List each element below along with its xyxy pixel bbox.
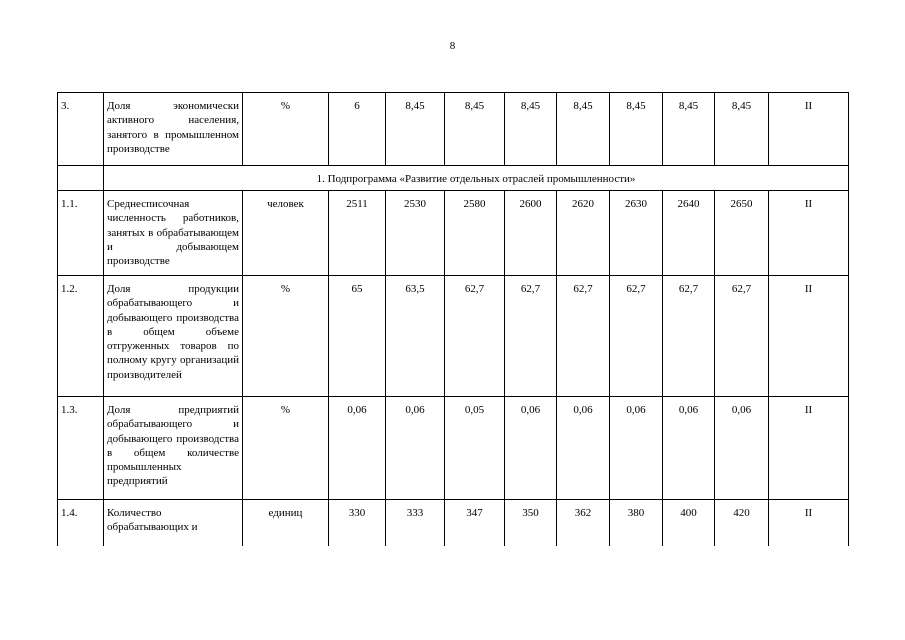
value-cell: 350 — [505, 500, 557, 547]
value-cell: 2580 — [445, 191, 505, 276]
value-cell: 62,7 — [610, 276, 663, 397]
table-row — [58, 191, 849, 276]
row-number: 3. — [58, 93, 104, 166]
source-cell: II — [769, 191, 849, 276]
value-cell: 8,45 — [610, 93, 663, 166]
value-cell: 0,06 — [329, 397, 386, 500]
indicator-name: Доля предприятий обрабатывающего и добывающего производства в общем количестве промышленных предприятий — [104, 397, 243, 500]
row-number: 1.4. — [58, 500, 104, 547]
unit-cell: % — [243, 397, 329, 500]
source-cell: II — [769, 500, 849, 547]
unit-cell: % — [243, 276, 329, 397]
source-cell: II — [769, 93, 849, 166]
source-cell: II — [769, 276, 849, 397]
row-number: 1.1. — [58, 191, 104, 276]
value-cell: 62,7 — [445, 276, 505, 397]
value-cell: 65 — [329, 276, 386, 397]
row-number: 1.2. — [58, 276, 104, 397]
indicators-table — [57, 92, 849, 546]
value-cell: 62,7 — [557, 276, 610, 397]
value-cell: 2511 — [329, 191, 386, 276]
value-cell: 2620 — [557, 191, 610, 276]
value-cell: 2640 — [663, 191, 715, 276]
unit-cell: единиц — [243, 500, 329, 547]
value-cell: 6 — [329, 93, 386, 166]
value-cell: 2530 — [386, 191, 445, 276]
table-row — [58, 93, 849, 166]
value-cell: 62,7 — [663, 276, 715, 397]
value-cell: 400 — [663, 500, 715, 547]
value-cell: 2600 — [505, 191, 557, 276]
empty-cell — [58, 166, 104, 191]
value-cell: 8,45 — [505, 93, 557, 166]
source-cell: II — [769, 397, 849, 500]
subprogram-row — [58, 166, 849, 191]
value-cell: 8,45 — [663, 93, 715, 166]
value-cell: 63,5 — [386, 276, 445, 397]
value-cell: 362 — [557, 500, 610, 547]
value-cell: 2630 — [610, 191, 663, 276]
value-cell: 0,06 — [715, 397, 769, 500]
value-cell: 347 — [445, 500, 505, 547]
value-cell: 380 — [610, 500, 663, 547]
value-cell: 2650 — [715, 191, 769, 276]
indicator-name: Доля продукции обрабатывающего и добывающего производства в общем объеме отгруженных товаров по полному кругу организаций производителей — [104, 276, 243, 397]
value-cell: 8,45 — [557, 93, 610, 166]
value-cell: 0,06 — [386, 397, 445, 500]
value-cell: 333 — [386, 500, 445, 547]
table-row — [58, 276, 849, 397]
table-row — [58, 500, 849, 547]
value-cell: 8,45 — [386, 93, 445, 166]
table-row — [58, 397, 849, 500]
value-cell: 330 — [329, 500, 386, 547]
value-cell: 62,7 — [505, 276, 557, 397]
page-number: 8 — [449, 40, 456, 52]
value-cell: 420 — [715, 500, 769, 547]
indicator-name: Количество обрабатывающих и — [104, 500, 243, 547]
unit-cell: % — [243, 93, 329, 166]
value-cell: 8,45 — [445, 93, 505, 166]
unit-cell: человек — [243, 191, 329, 276]
row-number: 1.3. — [58, 397, 104, 500]
value-cell: 8,45 — [715, 93, 769, 166]
value-cell: 0,06 — [505, 397, 557, 500]
value-cell: 0,06 — [663, 397, 715, 500]
value-cell: 0,06 — [610, 397, 663, 500]
subprogram-title: 1. Подпрограмма «Развитие отдельных отраслей промышленности» — [104, 166, 849, 191]
indicator-name: Среднесписочная численность работников, занятых в обрабатывающем и добывающем производстве — [104, 191, 243, 276]
indicator-name: Доля экономически активного населения, занятого в промышленном производстве — [104, 93, 243, 166]
value-cell: 62,7 — [715, 276, 769, 397]
value-cell: 0,06 — [557, 397, 610, 500]
value-cell: 0,05 — [445, 397, 505, 500]
